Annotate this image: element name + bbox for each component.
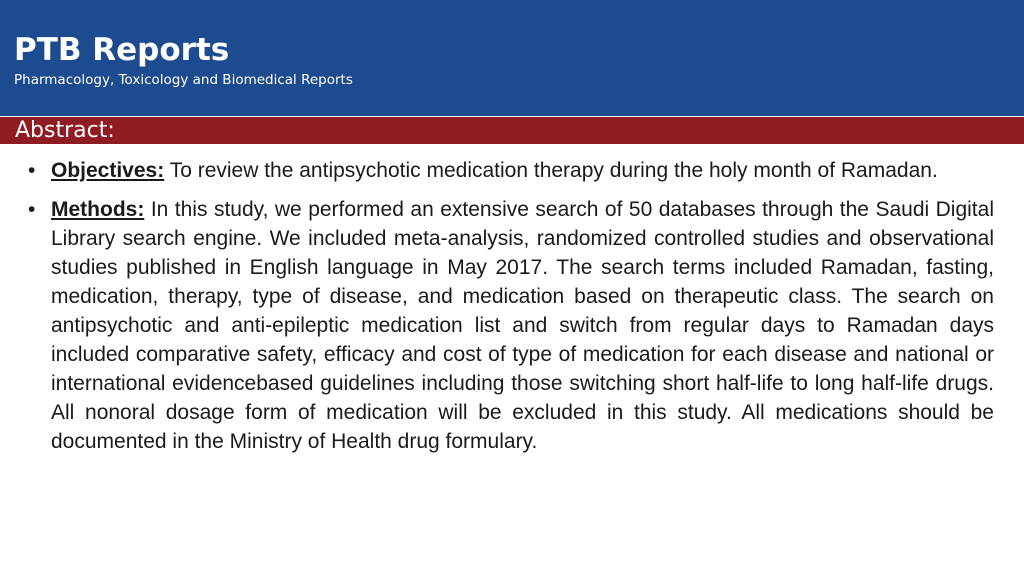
methods-bullet	[28, 195, 994, 456]
methods-text: In this study, we performed an extensive search of 50 databases through the Saudi Digital Library search engine. We included meta-analysis, randomized controlled studies and observational studies published in English language in May 2017. The search terms included Ramadan, fasting, medication, therapy, type of disease, and medication based on therapeutic class. The search on antipsychotic and anti-epileptic medication list and switch from regular days to Ramadan days included comparative safety, efficacy and cost of type of medication for each disease and national or international evidencebased guidelines including those switching short half-life to long half-life drugs. All nonoral dosage form of medication will be excluded in this study. All medications should be documented in the Ministry of Health drug formulary.	[51, 198, 994, 453]
bullet-icon: •	[28, 198, 36, 221]
objectives-label: Objectives:	[51, 159, 165, 182]
journal-header	[0, 0, 1024, 116]
journal-title: PTB Reports	[14, 32, 230, 68]
methods-label: Methods:	[51, 198, 145, 221]
abstract-content	[28, 156, 994, 466]
bullet-icon: •	[28, 159, 36, 182]
abstract-section-bar	[0, 116, 1024, 144]
objectives-bullet	[28, 156, 994, 185]
journal-subtitle: Pharmacology, Toxicology and Biomedical Reports	[14, 72, 353, 88]
section-title: Abstract:	[15, 118, 115, 143]
objectives-text: To review the antipsychotic medication therapy during the holy month of Ramadan.	[169, 159, 938, 182]
